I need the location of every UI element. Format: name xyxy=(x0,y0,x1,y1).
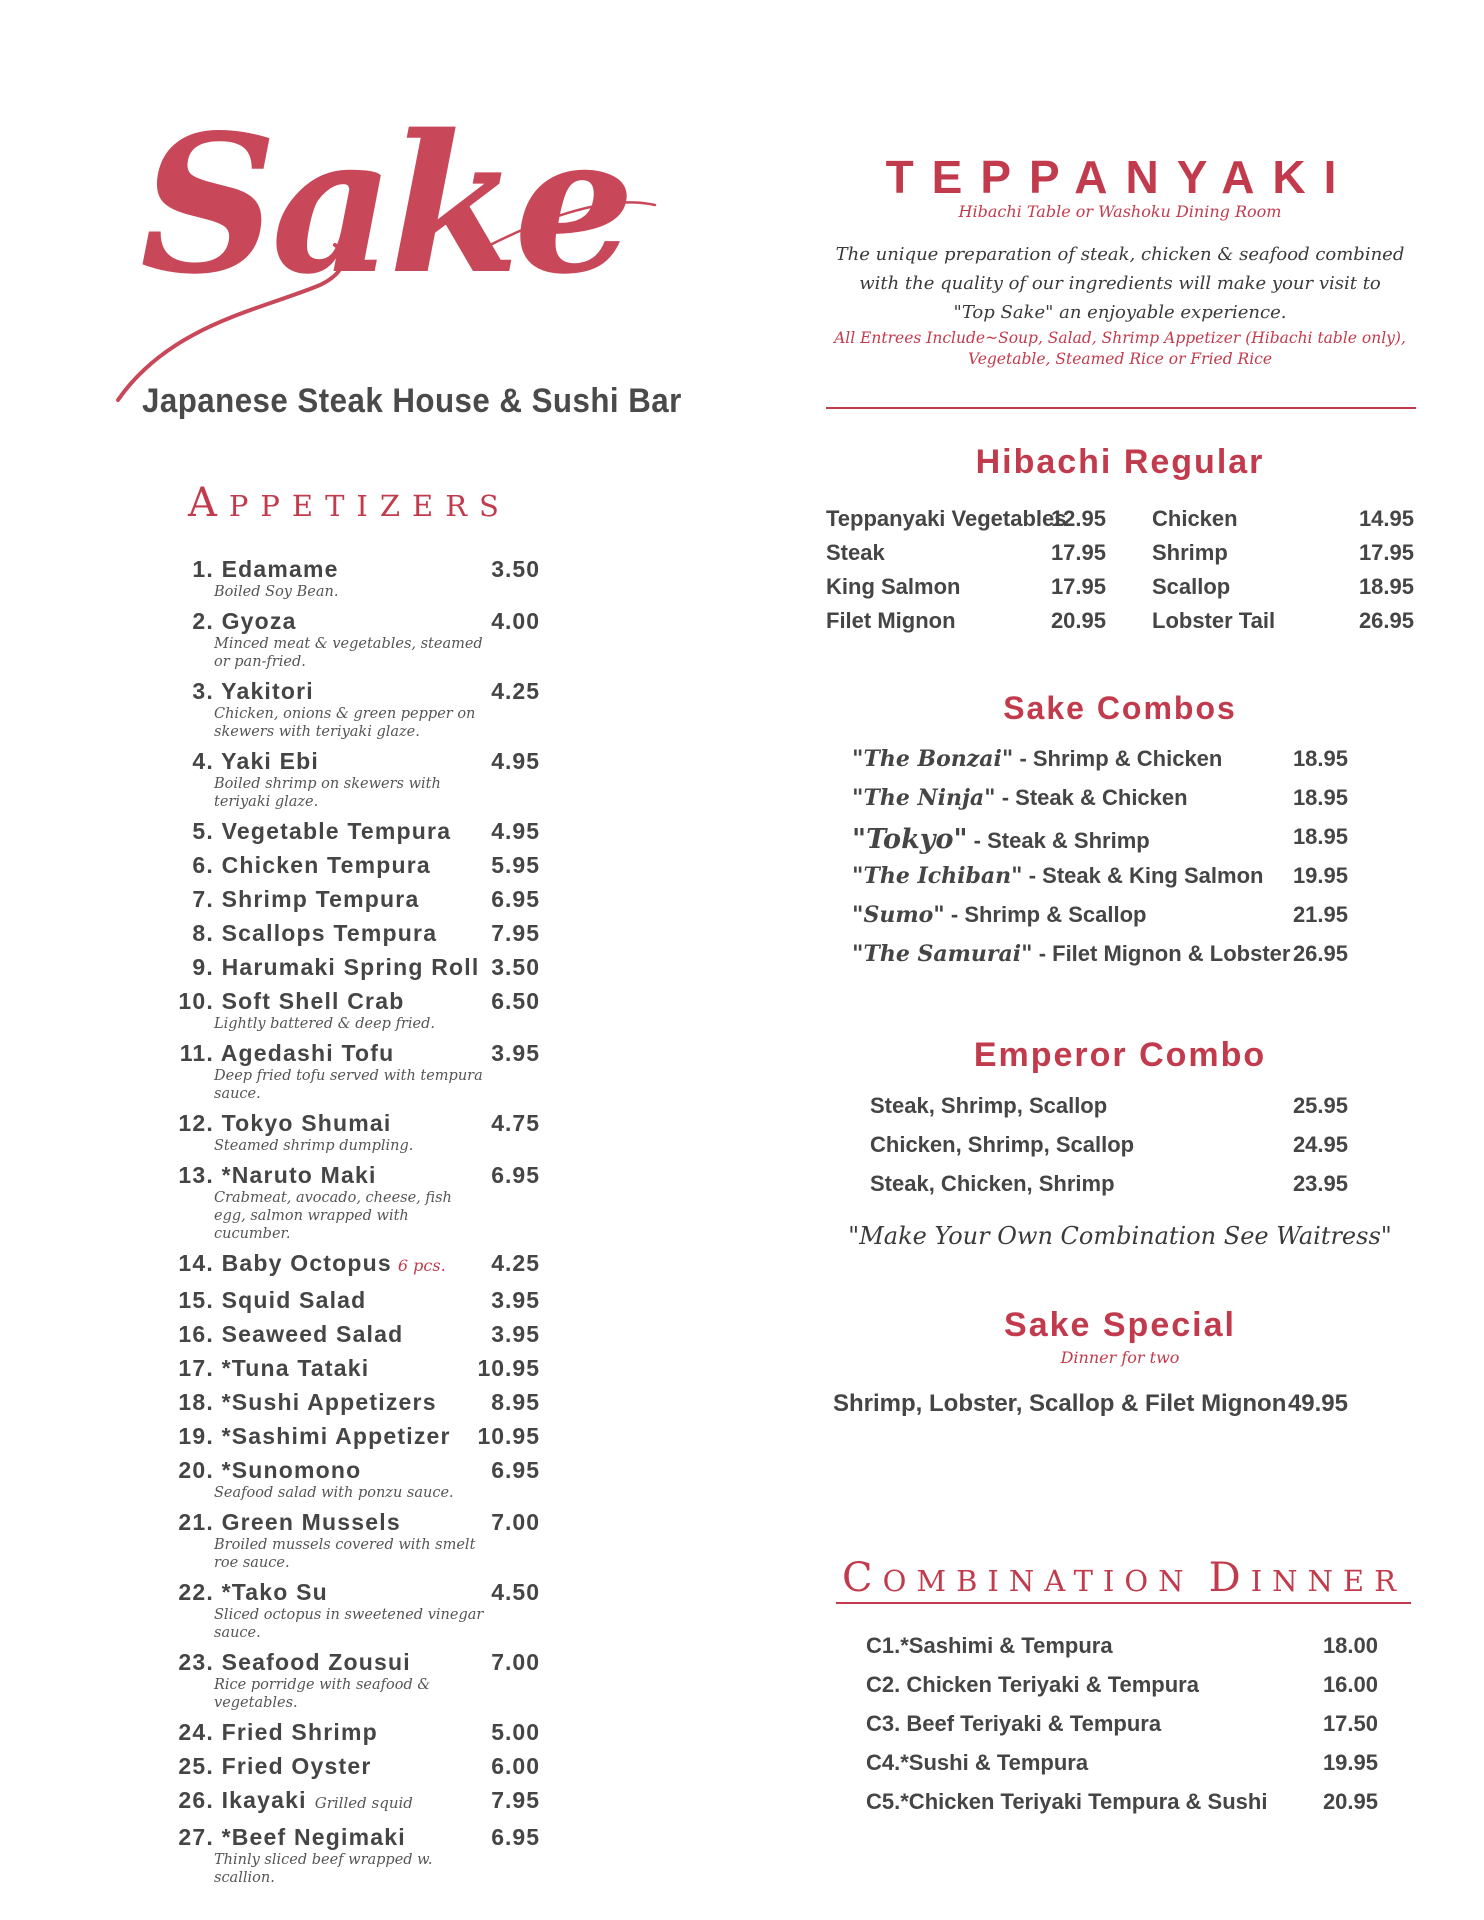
emperor-combo-title: Emperor Combo xyxy=(973,1036,1267,1074)
appetizer-item xyxy=(170,607,540,671)
combo-item xyxy=(852,746,1222,772)
teppanyaki-subtitle: Hibachi Table or Washoku Dining Room xyxy=(958,202,1282,221)
appetizer-description: Seafood salad with ponzu sauce. xyxy=(214,1485,454,1501)
appetizer-number: 11. xyxy=(179,1040,214,1066)
appetizer-item xyxy=(170,1508,540,1572)
combo-name: "Tokyo" xyxy=(852,824,968,855)
dinner-item-name: *Chicken Teriyaki Tempura & Sushi xyxy=(900,1789,1268,1814)
combo-item xyxy=(852,941,1290,967)
appetizer-number: 18. xyxy=(178,1389,214,1415)
tagline: Japanese Steak House & Sushi Bar xyxy=(142,382,682,420)
appetizer-price: 6.95 xyxy=(491,886,540,912)
appetizer-price: 6.00 xyxy=(491,1753,540,1779)
appetizer-number: 16. xyxy=(178,1321,214,1347)
combo-price: 19.95 xyxy=(1292,863,1348,888)
appetizer-name: 17. *Tuna Tataki xyxy=(170,1354,540,1382)
appetizer-item xyxy=(170,919,540,947)
emperor-item-name: Steak, Chicken, Shrimp xyxy=(870,1171,1115,1196)
appetizer-item xyxy=(170,1422,540,1450)
appetizer-price: 4.75 xyxy=(491,1110,540,1136)
appetizer-price: 7.95 xyxy=(491,1787,540,1813)
appetizer-name: 1. Edamame xyxy=(170,555,540,583)
hibachi-item-name: Chicken xyxy=(1152,506,1238,531)
make-your-own-note: "Make Your Own Combination See Waitress" xyxy=(848,1222,1392,1250)
appetizer-number: 5. xyxy=(192,818,214,844)
hibachi-item-price: 20.95 xyxy=(1050,608,1106,633)
appetizer-price: 3.95 xyxy=(491,1321,540,1347)
appetizer-price: 4.25 xyxy=(491,1250,540,1276)
hibachi-regular-title: Hibachi Regular xyxy=(975,443,1265,481)
hibachi-item-price: 17.95 xyxy=(1358,540,1414,565)
hibachi-item-name: King Salmon xyxy=(826,574,961,599)
appetizer-item xyxy=(170,817,540,845)
teppanyaki-intro: The unique preparation of steak, chicken & seafood combined with the quality of our ingredients will make your visit to "Top Sake" an enjoyable experience. xyxy=(835,244,1405,323)
teppanyaki-includes: All Entrees Include~Soup, Salad, Shrimp Appetizer (Hibachi table only), Vegetable, Steamed Rice or Fried Rice xyxy=(834,329,1406,368)
appetizer-price: 5.00 xyxy=(491,1719,540,1745)
appetizer-name: 12. Tokyo Shumai xyxy=(170,1109,540,1137)
appetizer-price: 3.95 xyxy=(491,1287,540,1313)
dinner-code: C2. xyxy=(866,1672,901,1697)
appetizer-name: 20. *Sunomono xyxy=(170,1456,540,1484)
combo-item xyxy=(852,863,1263,889)
appetizer-number: 17. xyxy=(178,1355,214,1381)
appetizer-number: 13. xyxy=(178,1162,214,1188)
appetizer-description: Thinly sliced beef wrapped w. scallion. xyxy=(214,1852,433,1886)
appetizer-price: 4.50 xyxy=(491,1579,540,1605)
appetizer-name: 4. Yaki Ebi xyxy=(170,747,540,775)
appetizer-description: Minced meat & vegetables, steamed or pan-fried. xyxy=(214,636,483,670)
sake-special-title: Sake Special xyxy=(1004,1306,1236,1344)
appetizer-description: Sliced octopus in sweetened vinegar sauce. xyxy=(214,1607,484,1641)
logo: Sake xyxy=(140,93,629,316)
appetizer-number: 20. xyxy=(178,1457,214,1483)
appetizer-price: 6.95 xyxy=(491,1824,540,1850)
appetizer-price: 4.95 xyxy=(491,818,540,844)
appetizer-price: 7.00 xyxy=(491,1509,540,1535)
appetizer-description: Chicken, onions & green pepper on skewers with teriyaki glaze. xyxy=(214,706,476,740)
hibachi-item-price: 18.95 xyxy=(1358,574,1414,599)
appetizer-number: 2. xyxy=(192,608,214,634)
appetizer-name: 7. Shrimp Tempura xyxy=(170,885,540,913)
combo-description: - Steak & Shrimp xyxy=(967,828,1150,853)
appetizer-description: Deep fried tofu served with tempura sauce. xyxy=(214,1068,483,1102)
hibachi-item-price: 17.95 xyxy=(1050,540,1106,565)
appetizer-price: 4.95 xyxy=(491,748,540,774)
appetizer-description: Broiled mussels covered with smelt roe sauce. xyxy=(214,1537,476,1571)
combo-name: "Sumo" xyxy=(852,902,945,928)
appetizer-description: Grilled squid xyxy=(314,1794,413,1812)
appetizer-item xyxy=(170,885,540,913)
combination-dinner-title: COMBINATION DINNER xyxy=(842,1555,1406,1601)
appetizer-name: 8. Scallops Tempura xyxy=(170,919,540,947)
combo-price: 21.95 xyxy=(1292,902,1348,927)
appetizer-item xyxy=(170,1320,540,1348)
combo-description: - Steak & King Salmon xyxy=(1022,863,1264,888)
appetizer-name: 18. *Sushi Appetizers xyxy=(170,1388,540,1416)
combo-description: - Shrimp & Chicken xyxy=(1013,746,1223,771)
sake-special-item: Shrimp, Lobster, Scallop & Filet Mignon xyxy=(833,1390,1287,1417)
combo-name: "The Samurai" xyxy=(852,941,1033,967)
appetizer-number: 25. xyxy=(178,1753,214,1779)
dinner-code: C5. xyxy=(866,1789,901,1814)
appetizer-price: 7.95 xyxy=(491,920,540,946)
hibachi-item-price: 26.95 xyxy=(1358,608,1414,633)
dinner-price: 16.00 xyxy=(1322,1672,1378,1697)
appetizer-name: 10. Soft Shell Crab xyxy=(170,987,540,1015)
combo-name: "The Ichiban" xyxy=(852,863,1023,889)
appetizer-number: 7. xyxy=(192,886,214,912)
emperor-item-price: 23.95 xyxy=(1292,1171,1348,1196)
appetizer-item xyxy=(170,1823,540,1887)
appetizer-item xyxy=(170,1578,540,1642)
appetizer-description: Lightly battered & deep fried. xyxy=(214,1016,435,1032)
dinner-item xyxy=(866,1711,1161,1737)
combo-item xyxy=(852,902,1146,928)
hibachi-item-price: 17.95 xyxy=(1050,574,1106,599)
appetizer-item xyxy=(170,1456,540,1502)
appetizer-number: 9. xyxy=(192,954,214,980)
appetizer-number: 12. xyxy=(178,1110,214,1136)
dinner-item xyxy=(866,1750,1088,1776)
appetizer-description: Boiled shrimp on skewers with teriyaki glaze. xyxy=(214,776,441,810)
appetizer-item xyxy=(170,1286,540,1314)
appetizer-number: 3. xyxy=(192,678,214,704)
appetizer-number: 23. xyxy=(178,1649,214,1675)
appetizer-name: 23. Seafood Zousui xyxy=(170,1648,540,1676)
appetizer-price: 10.95 xyxy=(477,1355,540,1381)
combo-item xyxy=(852,824,1150,855)
appetizer-item xyxy=(170,747,540,811)
dinner-price: 20.95 xyxy=(1322,1789,1378,1814)
dinner-item-name: *Sushi & Tempura xyxy=(900,1750,1089,1775)
dinner-price: 19.95 xyxy=(1322,1750,1378,1775)
appetizer-item xyxy=(170,987,540,1033)
appetizer-name: 25. Fried Oyster xyxy=(170,1752,540,1780)
combo-description: - Filet Mignon & Lobster xyxy=(1032,941,1291,966)
appetizer-price: 4.00 xyxy=(491,608,540,634)
appetizer-number: 19. xyxy=(178,1423,214,1449)
hibachi-item-name: Filet Mignon xyxy=(826,608,956,633)
divider xyxy=(836,1602,1411,1604)
emperor-item-price: 24.95 xyxy=(1292,1132,1348,1157)
appetizer-price: 10.95 xyxy=(477,1423,540,1449)
emperor-item-name: Chicken, Shrimp, Scallop xyxy=(870,1132,1135,1157)
appetizer-item xyxy=(170,677,540,741)
appetizer-description: Rice porridge with seafood & vegetables. xyxy=(214,1677,431,1711)
appetizer-item xyxy=(170,851,540,879)
appetizer-price: 3.50 xyxy=(491,954,540,980)
appetizer-item xyxy=(170,1249,540,1280)
combo-description: - Shrimp & Scallop xyxy=(944,902,1147,927)
appetizer-name: 24. Fried Shrimp xyxy=(170,1718,540,1746)
appetizer-price: 4.25 xyxy=(491,678,540,704)
appetizer-price: 8.95 xyxy=(491,1389,540,1415)
hibachi-item-price: 12.95 xyxy=(1050,506,1106,531)
appetizer-name: 22. *Tako Su xyxy=(170,1578,540,1606)
appetizer-item xyxy=(170,1718,540,1746)
appetizer-name: 2. Gyoza xyxy=(170,607,540,635)
hibachi-item-name: Shrimp xyxy=(1152,540,1228,565)
appetizer-item xyxy=(170,1648,540,1712)
dinner-item xyxy=(866,1633,1113,1659)
appetizer-price: 6.95 xyxy=(491,1162,540,1188)
appetizer-name: 16. Seaweed Salad xyxy=(170,1320,540,1348)
appetizer-name: 6. Chicken Tempura xyxy=(170,851,540,879)
appetizer-name: 27. *Beef Negimaki xyxy=(170,1823,540,1851)
appetizer-price: 6.50 xyxy=(491,988,540,1014)
appetizer-name: 14. Baby Octopus 6 pcs. xyxy=(170,1249,540,1280)
emperor-item-price: 25.95 xyxy=(1292,1093,1348,1118)
sake-special-subtitle: Dinner for two xyxy=(1060,1348,1180,1367)
combo-description: - Steak & Chicken xyxy=(995,785,1188,810)
appetizer-name: 26. Ikayaki Grilled squid xyxy=(170,1786,540,1817)
dinner-price: 17.50 xyxy=(1322,1711,1378,1736)
dinner-item-name: Chicken Teriyaki & Tempura xyxy=(900,1672,1199,1697)
appetizer-item xyxy=(170,1354,540,1382)
appetizer-price: 3.50 xyxy=(491,556,540,582)
appetizer-number: 14. xyxy=(178,1250,214,1276)
appetizer-name: 19. *Sashimi Appetizer xyxy=(170,1422,540,1450)
combo-item xyxy=(852,785,1188,811)
combo-name: "The Bonzai" xyxy=(852,746,1014,772)
appetizer-price: 3.95 xyxy=(491,1040,540,1066)
appetizer-number: 26. xyxy=(178,1787,214,1813)
dinner-item xyxy=(866,1672,1199,1698)
appetizer-item xyxy=(170,1752,540,1780)
appetizer-price: 6.95 xyxy=(491,1457,540,1483)
appetizer-item xyxy=(170,555,540,601)
appetizer-number: 4. xyxy=(192,748,214,774)
appetizers-title: APPETIZERS xyxy=(188,480,511,526)
appetizer-item xyxy=(170,1039,540,1103)
hibachi-item-name: Teppanyaki Vegetables xyxy=(826,506,1067,531)
dinner-item-name: Beef Teriyaki & Tempura xyxy=(900,1711,1162,1736)
appetizer-number: 6. xyxy=(192,852,214,878)
appetizer-name: 3. Yakitori xyxy=(170,677,540,705)
appetizer-description: Steamed shrimp dumpling. xyxy=(214,1138,414,1154)
teppanyaki-title: TEPPANYAKI xyxy=(885,151,1355,203)
appetizer-number: 10. xyxy=(178,988,214,1014)
appetizer-number: 21. xyxy=(178,1509,214,1535)
appetizer-name: 15. Squid Salad xyxy=(170,1286,540,1314)
combo-price: 18.95 xyxy=(1292,746,1348,771)
hibachi-item-name: Steak xyxy=(826,540,885,565)
hibachi-item-price: 14.95 xyxy=(1358,506,1414,531)
appetizer-name: 5. Vegetable Tempura xyxy=(170,817,540,845)
hibachi-item-name: Scallop xyxy=(1152,574,1231,599)
appetizer-number: 1. xyxy=(192,556,214,582)
combo-price: 18.95 xyxy=(1292,824,1348,849)
appetizer-name: 11. Agedashi Tofu xyxy=(170,1039,540,1067)
appetizer-item xyxy=(170,1388,540,1416)
dinner-code: C1. xyxy=(866,1633,901,1658)
appetizer-item xyxy=(170,1109,540,1155)
appetizer-description: Boiled Soy Bean. xyxy=(214,584,339,600)
appetizer-list xyxy=(170,555,540,1893)
appetizer-item xyxy=(170,1161,540,1243)
emperor-item-name: Steak, Shrimp, Scallop xyxy=(870,1093,1108,1118)
appetizer-number: 24. xyxy=(178,1719,214,1745)
appetizer-price: 7.00 xyxy=(491,1649,540,1675)
appetizer-extra: 6 pcs. xyxy=(397,1256,446,1275)
dinner-code: C4. xyxy=(866,1750,901,1775)
sake-special-price: 49.95 xyxy=(1287,1390,1348,1417)
appetizer-item xyxy=(170,1786,540,1817)
sake-combos-title: Sake Combos xyxy=(1003,690,1237,726)
combo-name: "The Ninja" xyxy=(852,785,996,811)
appetizer-number: 15. xyxy=(178,1287,214,1313)
appetizer-price: 5.95 xyxy=(491,852,540,878)
appetizer-number: 22. xyxy=(178,1579,214,1605)
divider xyxy=(826,407,1416,409)
dinner-item-name: *Sashimi & Tempura xyxy=(900,1633,1113,1658)
dinner-code: C3. xyxy=(866,1711,901,1736)
appetizer-name: 21. Green Mussels xyxy=(170,1508,540,1536)
hibachi-item-name: Lobster Tail xyxy=(1152,608,1276,633)
appetizer-name: 13. *Naruto Maki xyxy=(170,1161,540,1189)
appetizer-description: Crabmeat, avocado, cheese, fish egg, salmon wrapped with cucumber. xyxy=(214,1190,452,1242)
combo-price: 18.95 xyxy=(1292,785,1348,810)
appetizer-number: 27. xyxy=(178,1824,214,1850)
appetizer-number: 8. xyxy=(192,920,214,946)
appetizer-item xyxy=(170,953,540,981)
dinner-item xyxy=(866,1789,1267,1815)
combo-price: 26.95 xyxy=(1292,941,1348,966)
appetizer-name: 9. Harumaki Spring Roll xyxy=(170,953,540,981)
dinner-price: 18.00 xyxy=(1322,1633,1378,1658)
